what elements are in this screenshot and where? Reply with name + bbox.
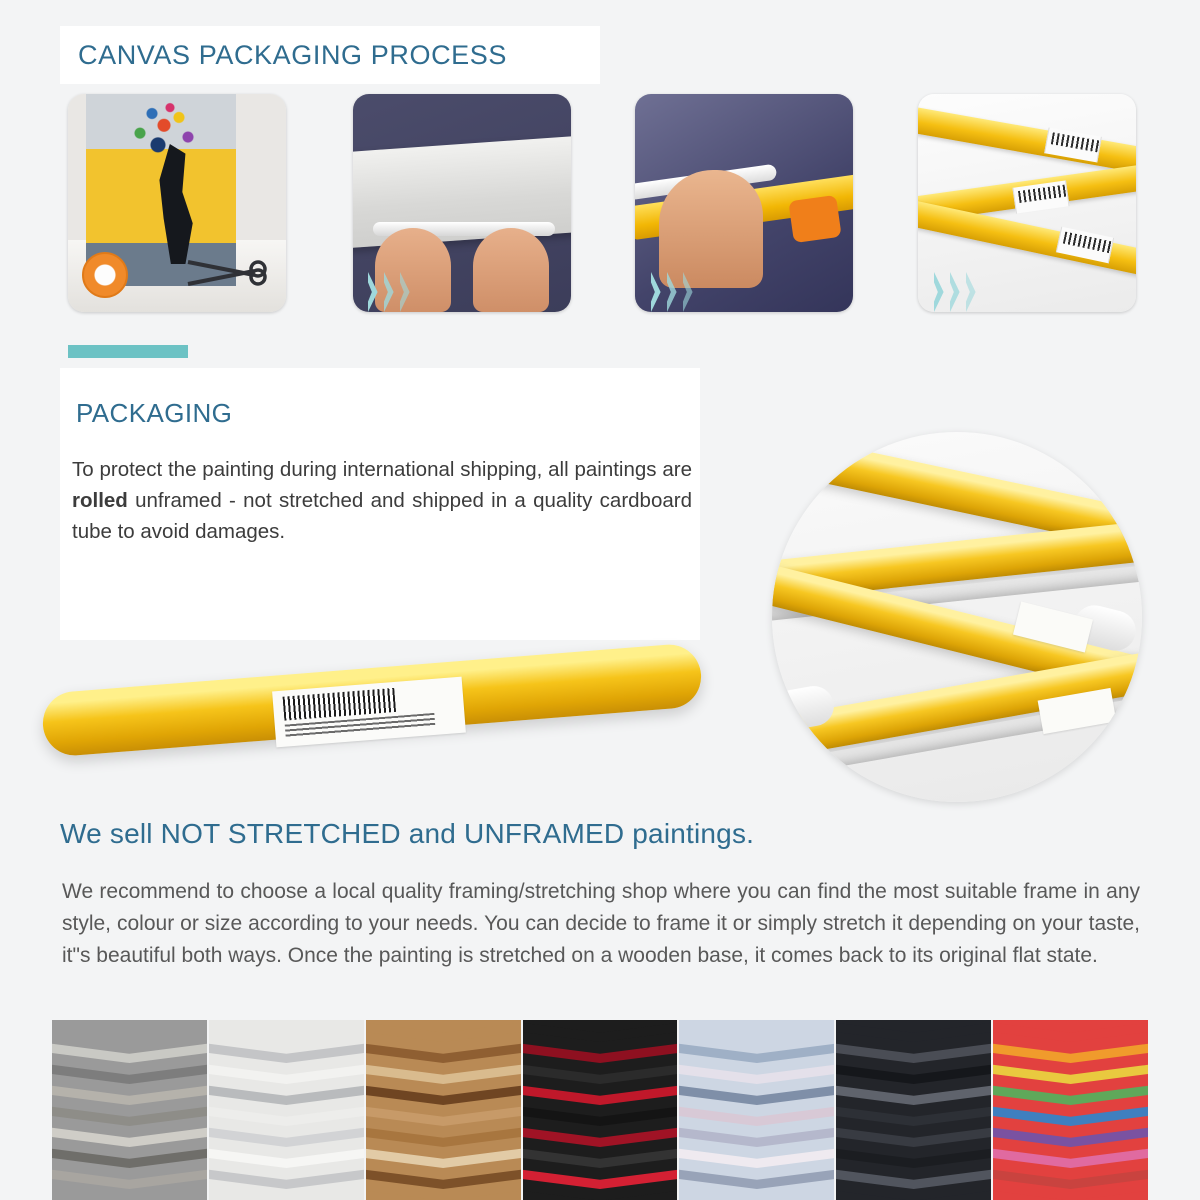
frame-samples-strip — [52, 1020, 1148, 1200]
frame-sample-column-black-red-frames — [523, 1020, 678, 1200]
chevron-right-icon — [384, 272, 400, 312]
frame-profile-sample — [366, 1020, 521, 1042]
frame-profile-sample — [836, 1083, 991, 1105]
yellow-shipping-tube-photo — [42, 646, 702, 766]
frame-profile-sample — [679, 1041, 834, 1063]
frame-profile-sample — [52, 1062, 207, 1084]
frame-profile-sample — [209, 1146, 364, 1168]
chevron-right-icon — [966, 272, 982, 312]
chevron-right-icon — [400, 272, 416, 312]
frame-profile-sample — [836, 1020, 991, 1042]
step1-figure-silhouette — [148, 144, 200, 264]
frame-profile-sample — [993, 1167, 1148, 1189]
frame-profile-sample — [836, 1167, 991, 1189]
frame-profile-sample — [366, 1083, 521, 1105]
frame-sample-column-colourful-frames — [993, 1020, 1148, 1200]
frame-sample-column-pastel-frames — [679, 1020, 834, 1200]
frame-profile-sample — [679, 1062, 834, 1084]
frame-profile-sample — [209, 1041, 364, 1063]
frame-profile-sample — [993, 1020, 1148, 1042]
frame-profile-sample — [52, 1104, 207, 1126]
section-title-packaging: PACKAGING — [76, 398, 233, 428]
frame-profile-sample — [993, 1104, 1148, 1126]
frame-profile-sample — [209, 1062, 364, 1084]
frame-profile-sample — [993, 1188, 1148, 1200]
frame-profile-sample — [836, 1062, 991, 1084]
packaging-section — [0, 368, 1200, 808]
frame-profile-sample — [209, 1083, 364, 1105]
frame-profile-sample — [209, 1125, 364, 1147]
packaging-text-bold: rolled — [72, 489, 128, 512]
frame-profile-sample — [679, 1104, 834, 1126]
frame-profile-sample — [52, 1167, 207, 1189]
packaging-description — [72, 454, 692, 547]
frame-profile-sample — [523, 1041, 678, 1063]
frame-profile-sample — [993, 1083, 1148, 1105]
frame-profile-sample — [52, 1083, 207, 1105]
process-arrow-1 — [368, 272, 428, 316]
frame-profile-sample — [523, 1062, 678, 1084]
chevron-right-icon — [651, 272, 667, 312]
unframed-description: We recommend to choose a local quality framing/stretching shop where you can find the most suitable frame in any style, colour or size according to your needs. You can decide to frame it or simply stretch it depending on your taste, it"s beautiful both ways. Once the painting is stretched on a wooden base, it comes back to its original flat state. — [62, 880, 1140, 967]
frame-profile-sample — [993, 1041, 1148, 1063]
frame-profile-sample — [366, 1167, 521, 1189]
chevron-right-icon — [934, 272, 950, 312]
frame-profile-sample — [52, 1041, 207, 1063]
frame-profile-sample — [523, 1125, 678, 1147]
process-thumbnails — [68, 94, 1143, 312]
process-arrow-3 — [934, 272, 994, 316]
frame-profile-sample — [523, 1188, 678, 1200]
frame-profile-sample — [52, 1125, 207, 1147]
frame-profile-sample — [366, 1188, 521, 1200]
frame-profile-sample — [836, 1188, 991, 1200]
unframed-headline: We sell NOT STRETCHED and UNFRAMED paintings. — [60, 818, 755, 849]
frame-profile-sample — [209, 1104, 364, 1126]
frame-profile-sample — [679, 1083, 834, 1105]
frame-profile-sample — [523, 1104, 678, 1126]
frame-profile-sample — [366, 1104, 521, 1126]
chevron-right-icon — [667, 272, 683, 312]
frame-profile-sample — [366, 1146, 521, 1168]
frame-profile-sample — [209, 1167, 364, 1189]
frame-profile-sample — [993, 1062, 1148, 1084]
frame-profile-sample — [836, 1104, 991, 1126]
step2-right-hand — [473, 228, 549, 312]
process-step-1-image — [68, 94, 286, 312]
packaging-process-section — [0, 0, 1200, 350]
section-title-process: CANVAS PACKAGING PROCESS — [60, 26, 600, 84]
chevron-right-icon — [368, 272, 384, 312]
packaging-text-part2: unframed - not stretched and shipped in a quality cardboard tube to avoid damages. — [72, 489, 692, 543]
scissors-icon — [184, 258, 270, 288]
frame-profile-sample — [679, 1167, 834, 1189]
frame-profile-sample — [52, 1188, 207, 1200]
process-arrow-2 — [651, 272, 711, 316]
frame-sample-column-grey-silver-frames — [52, 1020, 207, 1200]
barcode-icon — [283, 688, 397, 721]
frame-profile-sample — [366, 1041, 521, 1063]
frame-profile-sample — [209, 1188, 364, 1200]
frame-profile-sample — [366, 1125, 521, 1147]
frame-profile-sample — [679, 1188, 834, 1200]
frame-profile-sample — [836, 1041, 991, 1063]
tube-bundle-circle-photo — [772, 432, 1142, 802]
accent-divider — [68, 345, 188, 358]
frame-profile-sample — [52, 1146, 207, 1168]
frame-profile-sample — [993, 1125, 1148, 1147]
step3-hand — [659, 170, 763, 288]
frame-profile-sample — [52, 1020, 207, 1042]
chevron-right-icon — [683, 272, 699, 312]
frame-sample-column-wood-tone-frames — [366, 1020, 521, 1200]
frame-profile-sample — [523, 1146, 678, 1168]
frame-profile-sample — [523, 1167, 678, 1189]
frame-profile-sample — [679, 1125, 834, 1147]
tape-dispenser-icon — [788, 195, 841, 243]
packaging-text-part1: To protect the painting during international shipping, all paintings are — [72, 458, 692, 481]
frame-profile-sample — [366, 1062, 521, 1084]
frame-profile-sample — [993, 1146, 1148, 1168]
frame-sample-column-dark-metal-frames — [836, 1020, 991, 1200]
frame-profile-sample — [679, 1020, 834, 1042]
frame-profile-sample — [836, 1146, 991, 1168]
frame-sample-column-white-silver-frames — [209, 1020, 364, 1200]
chevron-right-icon — [950, 272, 966, 312]
frame-profile-sample — [209, 1020, 364, 1042]
frame-profile-sample — [836, 1125, 991, 1147]
frame-profile-sample — [679, 1146, 834, 1168]
frame-profile-sample — [523, 1083, 678, 1105]
tape-roll-icon — [82, 252, 128, 298]
frame-profile-sample — [523, 1020, 678, 1042]
